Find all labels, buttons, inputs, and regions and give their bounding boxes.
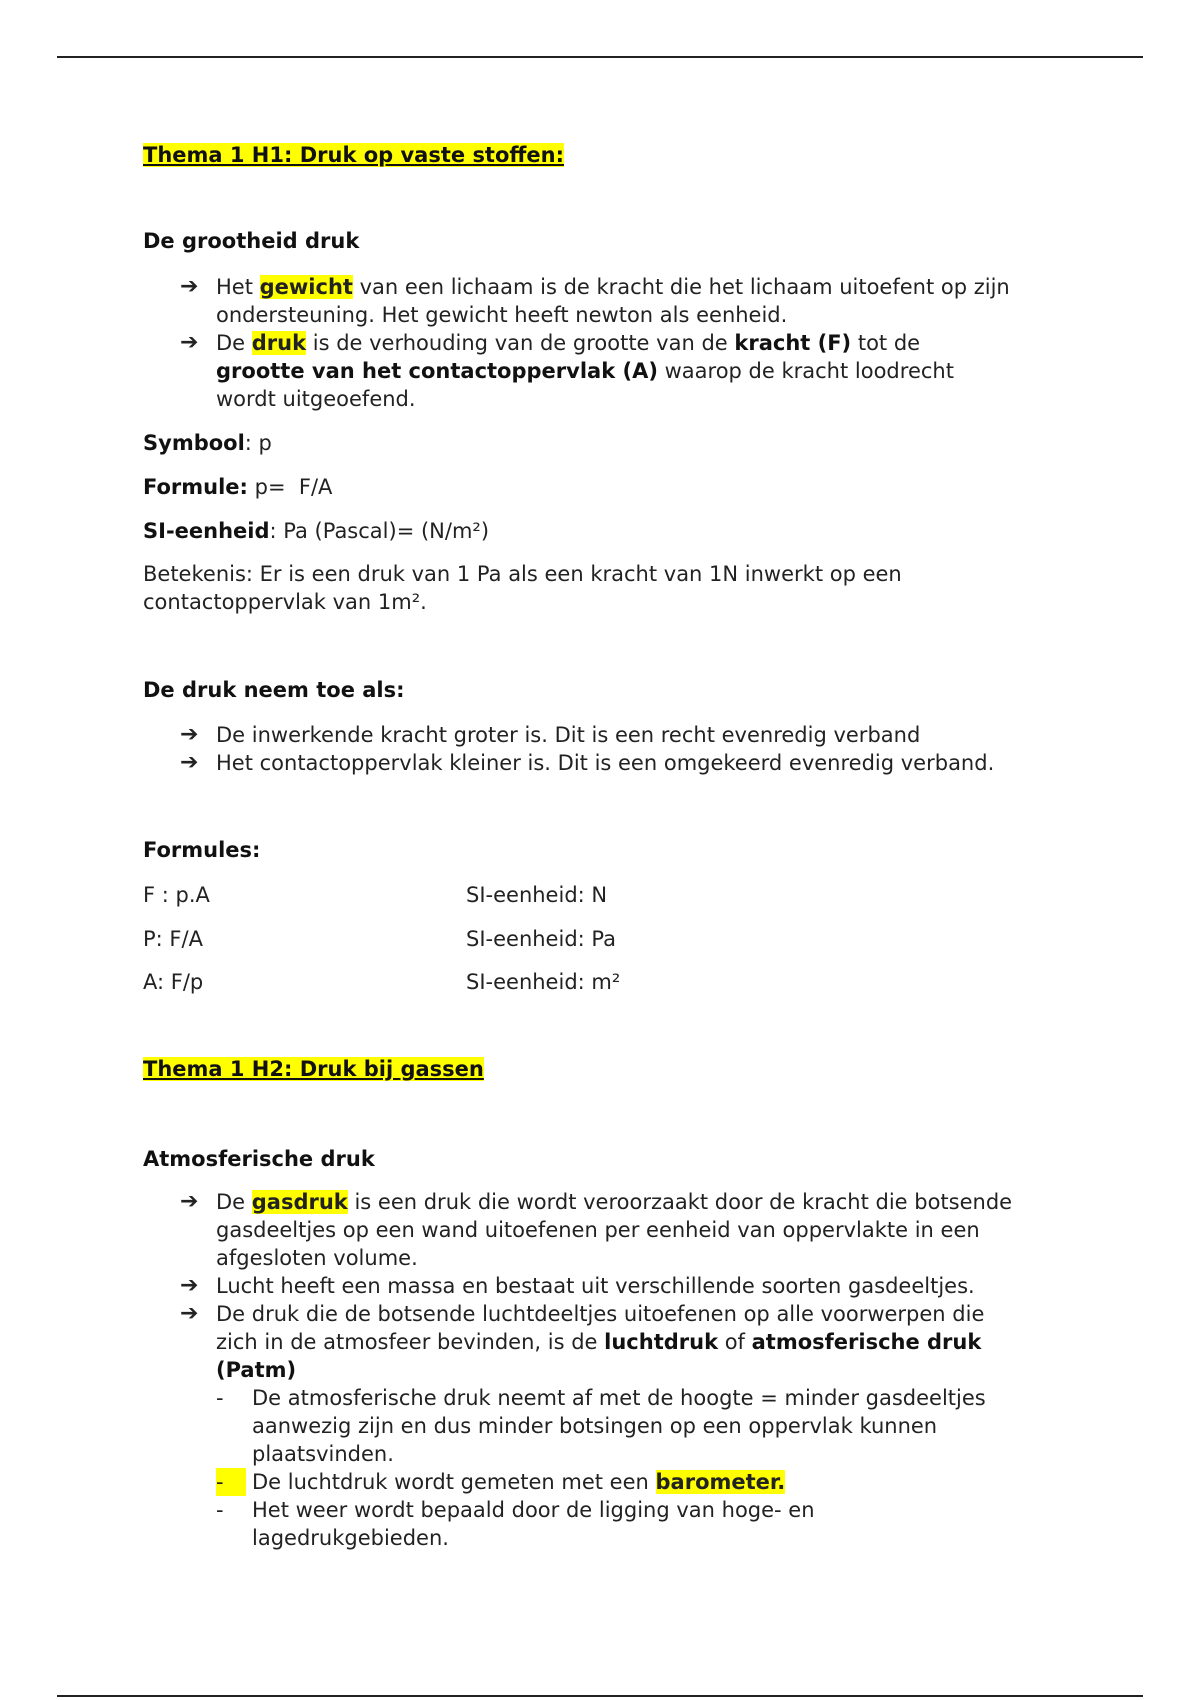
symbool-line: Symbool: p bbox=[143, 431, 272, 455]
dash-item: - Het weer wordt bepaald door de ligging van hoge- en lagedrukgebieden. bbox=[216, 1498, 815, 1550]
betekenis-paragraph: Betekenis: Er is een druk van 1 Pa als een kracht van 1N inwerkt op een contactoppervlak van 1m². bbox=[143, 562, 902, 614]
section1-title: Thema 1 H1: Druk op vaste stoffen: bbox=[143, 143, 565, 167]
dash-marker: - bbox=[216, 1468, 246, 1496]
highlight-barometer: barometer. bbox=[655, 1470, 786, 1494]
dash-item: - De luchtdruk wordt gemeten met een barometer. bbox=[216, 1470, 786, 1494]
arrow-icon: ➔ bbox=[180, 722, 199, 747]
bullet-lucht: ➔ Lucht heeft een massa en bestaat uit verschillende soorten gasdeeltjes. bbox=[180, 1273, 975, 1298]
dash-marker: - bbox=[216, 1386, 224, 1410]
section1-heading: De grootheid druk bbox=[143, 229, 360, 253]
dash-item: - De atmosferische druk neemt af met de hoogte = minder gasdeeltjes aanwezig zijn en dus minder botsingen op een oppervlak kunnen plaatsvinden. bbox=[216, 1386, 986, 1466]
section2-heading: Atmosferische druk bbox=[143, 1147, 375, 1171]
arrow-icon: ➔ bbox=[180, 330, 199, 355]
formule-row: F : p.A SI-eenheid: N bbox=[143, 883, 608, 907]
highlight-gewicht: gewicht bbox=[259, 275, 353, 299]
section2-bullets bbox=[143, 1188, 1073, 1552]
highlight-druk: druk bbox=[251, 331, 307, 355]
druk-neemt-toe-heading: De druk neem toe als: bbox=[143, 678, 405, 702]
toe-item: ➔ Het contactoppervlak kleiner is. Dit is een omgekeerd evenredig verband. bbox=[180, 750, 995, 775]
header-rule bbox=[57, 56, 1143, 58]
si-eenheid-line: SI-eenheid: Pa (Pascal)= (N/m²) bbox=[143, 519, 490, 543]
bullet-gasdruk: ➔ De gasdruk is een druk die wordt veroorzaakt door de kracht die botsende gasdeeltjes op een wand uitoefenen per eenheid van oppervlakte in een afgesloten volume. bbox=[180, 1189, 1013, 1270]
bullet-luchtdruk: ➔ De druk die de botsende luchtdeeltjes uitoefenen op alle voorwerpen die zich in de atmosfeer bevinden, is de luchtdruk of atmosferische druk (Patm) bbox=[180, 1301, 985, 1382]
arrow-icon: ➔ bbox=[180, 1301, 199, 1326]
formule-row: A: F/p SI-eenheid: m² bbox=[143, 970, 621, 994]
dash-marker: - bbox=[216, 1498, 224, 1522]
formule-line: Formule: p= F/A bbox=[143, 475, 333, 499]
highlight-gasdruk: gasdruk bbox=[251, 1190, 348, 1214]
arrow-icon: ➔ bbox=[180, 1189, 199, 1214]
arrow-icon: ➔ bbox=[180, 1273, 199, 1298]
section2-title: Thema 1 H2: Druk bij gassen bbox=[143, 1057, 484, 1081]
arrow-icon: ➔ bbox=[180, 750, 199, 775]
formules-heading: Formules: bbox=[143, 838, 261, 862]
formule-row: P: F/A SI-eenheid: Pa bbox=[143, 927, 616, 951]
bullet-gewicht: ➔ Het gewicht van een lichaam is de kracht die het lichaam uitoefent op zijn ondersteuning. Het gewicht heeft newton als eenheid. bbox=[180, 274, 1010, 327]
toe-list bbox=[143, 721, 1073, 777]
toe-item: ➔ De inwerkende kracht groter is. Dit is een recht evenredig verband bbox=[180, 722, 921, 747]
bullet-druk: ➔ De druk is de verhouding van de grootte van de kracht (F) tot de grootte van het contactoppervlak (A) waarop de kracht loodrecht wordt uitgeoefend. bbox=[180, 330, 954, 411]
arrow-icon: ➔ bbox=[180, 274, 199, 299]
footer-rule bbox=[57, 1695, 1143, 1697]
